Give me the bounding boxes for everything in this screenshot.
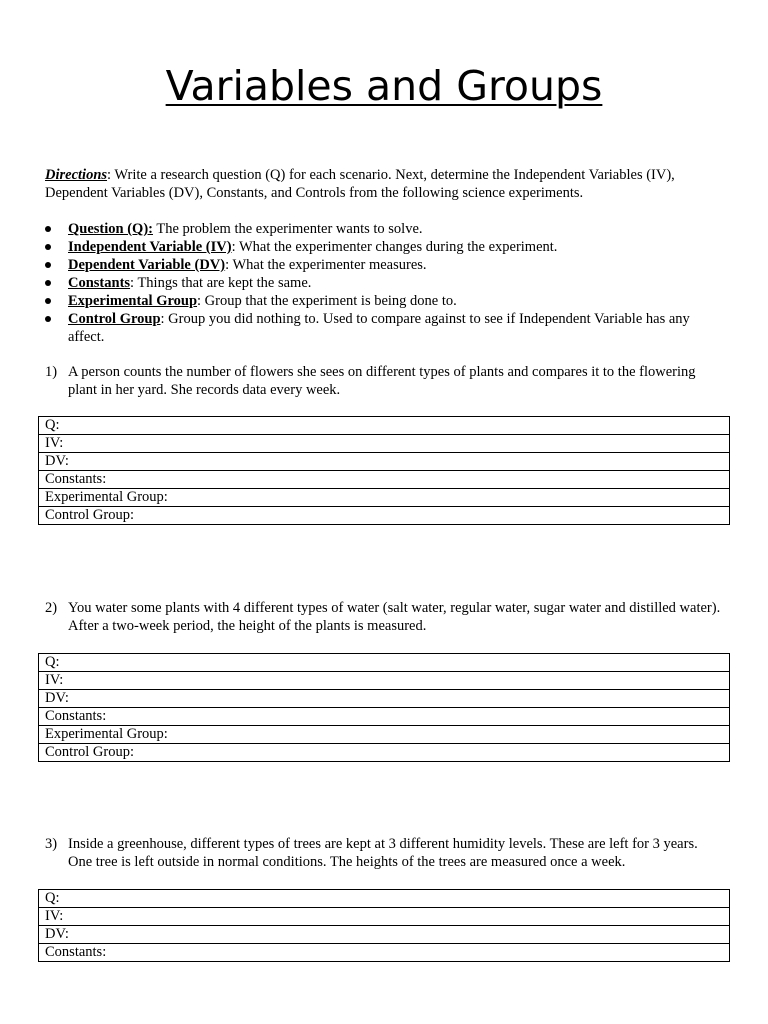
definition-item	[45, 292, 725, 310]
definition-term: Control Group	[68, 311, 161, 327]
definition-item	[45, 238, 725, 256]
directions	[45, 166, 725, 202]
answer-field-control-group[interactable]: Control Group:	[39, 744, 730, 762]
definition-term: Constants	[68, 275, 131, 291]
bullet-icon	[45, 262, 51, 268]
answer-field-constants[interactable]: Constants:	[39, 944, 730, 962]
answer-field-q[interactable]: Q:	[39, 417, 730, 435]
answer-field-dv[interactable]: DV:	[39, 453, 730, 471]
scenario-3	[45, 835, 725, 871]
definition-text: The problem the experimenter wants to solve.	[152, 221, 423, 237]
definition-term: Independent Variable (IV)	[68, 239, 232, 255]
definition-text: : What the experimenter measures.	[225, 257, 427, 273]
answer-field-iv[interactable]: IV:	[39, 435, 730, 453]
answer-field-iv[interactable]: IV:	[39, 672, 730, 690]
bullet-icon	[45, 316, 51, 322]
page-title: Variables and Groups	[165, 62, 603, 110]
definitions-list	[45, 220, 725, 346]
answer-field-experimental-group[interactable]: Experimental Group:	[39, 489, 730, 507]
bullet-icon	[45, 280, 51, 286]
answer-field-dv[interactable]: DV:	[39, 926, 730, 944]
definition-text: : Group that the experiment is being done to.	[197, 293, 457, 309]
answer-table-2	[38, 653, 730, 762]
scenario-number: 2)	[45, 600, 58, 616]
answer-field-dv[interactable]: DV:	[39, 690, 730, 708]
scenario-number: 1)	[45, 364, 58, 380]
definition-item	[45, 310, 725, 346]
answer-field-control-group[interactable]: Control Group:	[39, 507, 730, 525]
answer-field-constants[interactable]: Constants:	[39, 471, 730, 489]
answer-table-3	[38, 889, 730, 962]
bullet-icon	[45, 226, 51, 232]
definition-text: : Things that are kept the same.	[130, 275, 312, 291]
scenario-text: You water some plants with 4 different types of water (salt water, regular water, sugar water and distilled water). After a two-week period, the height of the plants is measured.	[68, 600, 721, 634]
scenario-1	[45, 363, 725, 399]
bullet-icon	[45, 244, 51, 250]
directions-text: : Write a research question (Q) for each scenario. Next, determine the Independent Variables (IV), Dependent Variables (DV), Constants, and Controls from the following science experiments.	[45, 167, 675, 201]
definition-term: Experimental Group	[68, 293, 198, 309]
definition-item	[45, 256, 725, 274]
bullet-icon	[45, 298, 51, 304]
definition-item	[45, 220, 725, 238]
answer-field-experimental-group[interactable]: Experimental Group:	[39, 726, 730, 744]
definition-term: Question (Q):	[68, 221, 153, 237]
definition-term: Dependent Variable (DV)	[68, 257, 226, 273]
scenario-text: A person counts the number of flowers she sees on different types of plants and compares it to the flowering plant in her yard. She records data every week.	[68, 364, 696, 398]
definition-text: : What the experimenter changes during the experiment.	[231, 239, 558, 255]
answer-table-1	[38, 416, 730, 525]
answer-field-q[interactable]: Q:	[39, 890, 730, 908]
directions-label: Directions	[45, 167, 108, 183]
answer-field-q[interactable]: Q:	[39, 654, 730, 672]
answer-field-iv[interactable]: IV:	[39, 908, 730, 926]
answer-field-constants[interactable]: Constants:	[39, 708, 730, 726]
definition-text: : Group you did nothing to. Used to compare against to see if Independent Variable has any affect.	[68, 311, 690, 345]
scenario-number: 3)	[45, 836, 58, 852]
scenario-2	[45, 599, 725, 635]
scenario-text: Inside a greenhouse, different types of trees are kept at 3 different humidity levels. These are left for 3 years. One tree is left outside in normal conditions. The heights of the trees are measured once a week.	[68, 836, 698, 870]
definition-item	[45, 274, 725, 292]
